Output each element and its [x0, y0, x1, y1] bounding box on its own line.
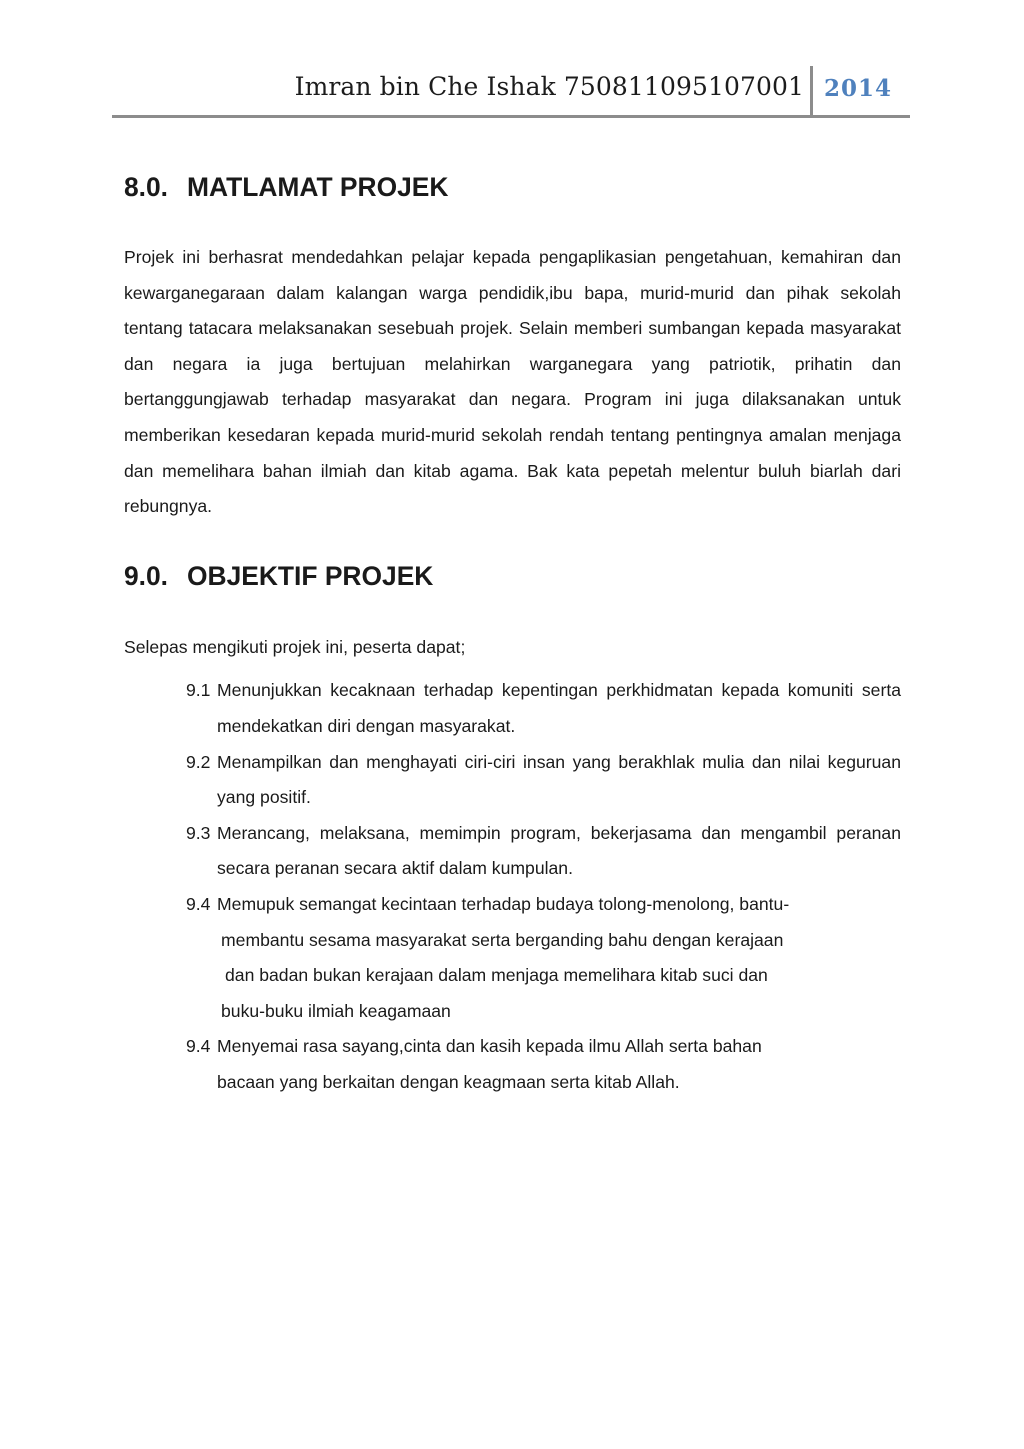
header-year: 2014 — [824, 75, 893, 102]
objective-line: dan badan bukan kerajaan dalam menjaga memelihara kitab suci dan — [225, 965, 768, 986]
document-body — [124, 170, 901, 1100]
section-9-title: OBJEKTIF PROJEK — [187, 560, 434, 591]
objective-line: membantu sesama masyarakat serta berganding bahu dengan kerajaan — [221, 929, 784, 950]
objective-item-9-4b — [186, 1029, 901, 1100]
header-divider — [810, 66, 813, 116]
objective-line: Memupuk semangat kecintaan terhadap budaya tolong-menolong, bantu- — [217, 893, 790, 914]
header-author-id: Imran bin Che Ishak 750811095107001 — [294, 72, 804, 101]
objective-text: Merancang, melaksana, memimpin program, bekerjasama dan mengambil peranan secara peranan secara aktif dalam kumpulan. — [217, 822, 901, 879]
objective-number: 9.4 — [186, 1036, 211, 1057]
objective-item-9-2 — [186, 745, 901, 816]
section-9-number: 9.0. — [124, 560, 169, 591]
objective-item-9-1 — [186, 673, 901, 744]
section-8-number: 8.0. — [124, 172, 169, 202]
page-header — [112, 66, 910, 118]
objective-number: 9.2 — [186, 751, 211, 772]
objective-text — [217, 887, 901, 1029]
section-8-paragraph: Projek ini berhasrat mendedahkan pelajar kepada pengaplikasian pengetahuan, kemahiran dan kewarganegaraan dalam kalangan warga pendidik,ibu bapa, murid-murid dan pihak sekolah tentang tatacara melaksanakan sesebuah projek. Selain memberi sumbangan kepada masyarakat dan negara ia juga bertujuan melahirkan warganegara yang patriotik, prihatin dan bertanggungjawab terhadap masyarakat dan negara. Program ini juga dilaksanakan untuk memberikan kesedaran kepada murid-murid sekolah rendah tentang pentingnya amalan menjaga dan memelihara bahan ilmiah dan kitab agama. Bak kata pepetah melentur buluh biarlah dari rebungnya. — [124, 247, 901, 517]
objective-line: Menyemai rasa sayang,cinta dan kasih kepada ilmu Allah serta bahan — [217, 1036, 762, 1057]
objective-number: 9.1 — [186, 680, 211, 701]
section-9-intro: Selepas mengikuti projek ini, peserta dapat; — [124, 636, 466, 657]
section-8-heading — [124, 170, 901, 204]
objective-text: Menunjukkan kecaknaan terhadap kepentingan perkhidmatan kepada komuniti serta mendekatkan diri dengan masyarakat. — [217, 680, 901, 736]
header-rule — [112, 115, 910, 118]
objective-text: Menampilkan dan menghayati ciri-ciri insan yang berakhlak mulia dan nilai keguruan yang positif. — [217, 751, 901, 808]
objective-line: buku-buku ilmiah keagamaan — [221, 1000, 451, 1021]
objective-line: bacaan yang berkaitan dengan keagmaan serta kitab Allah. — [217, 1071, 680, 1092]
objective-number: 9.3 — [186, 822, 211, 843]
section-9-heading — [124, 559, 901, 593]
objective-item-9-3 — [186, 816, 901, 887]
objective-text — [217, 1029, 901, 1100]
section-8-title: MATLAMAT PROJEK — [187, 172, 449, 202]
objective-item-9-4a — [186, 887, 901, 1029]
objectives-list — [124, 673, 901, 1100]
objective-number: 9.4 — [186, 893, 211, 914]
